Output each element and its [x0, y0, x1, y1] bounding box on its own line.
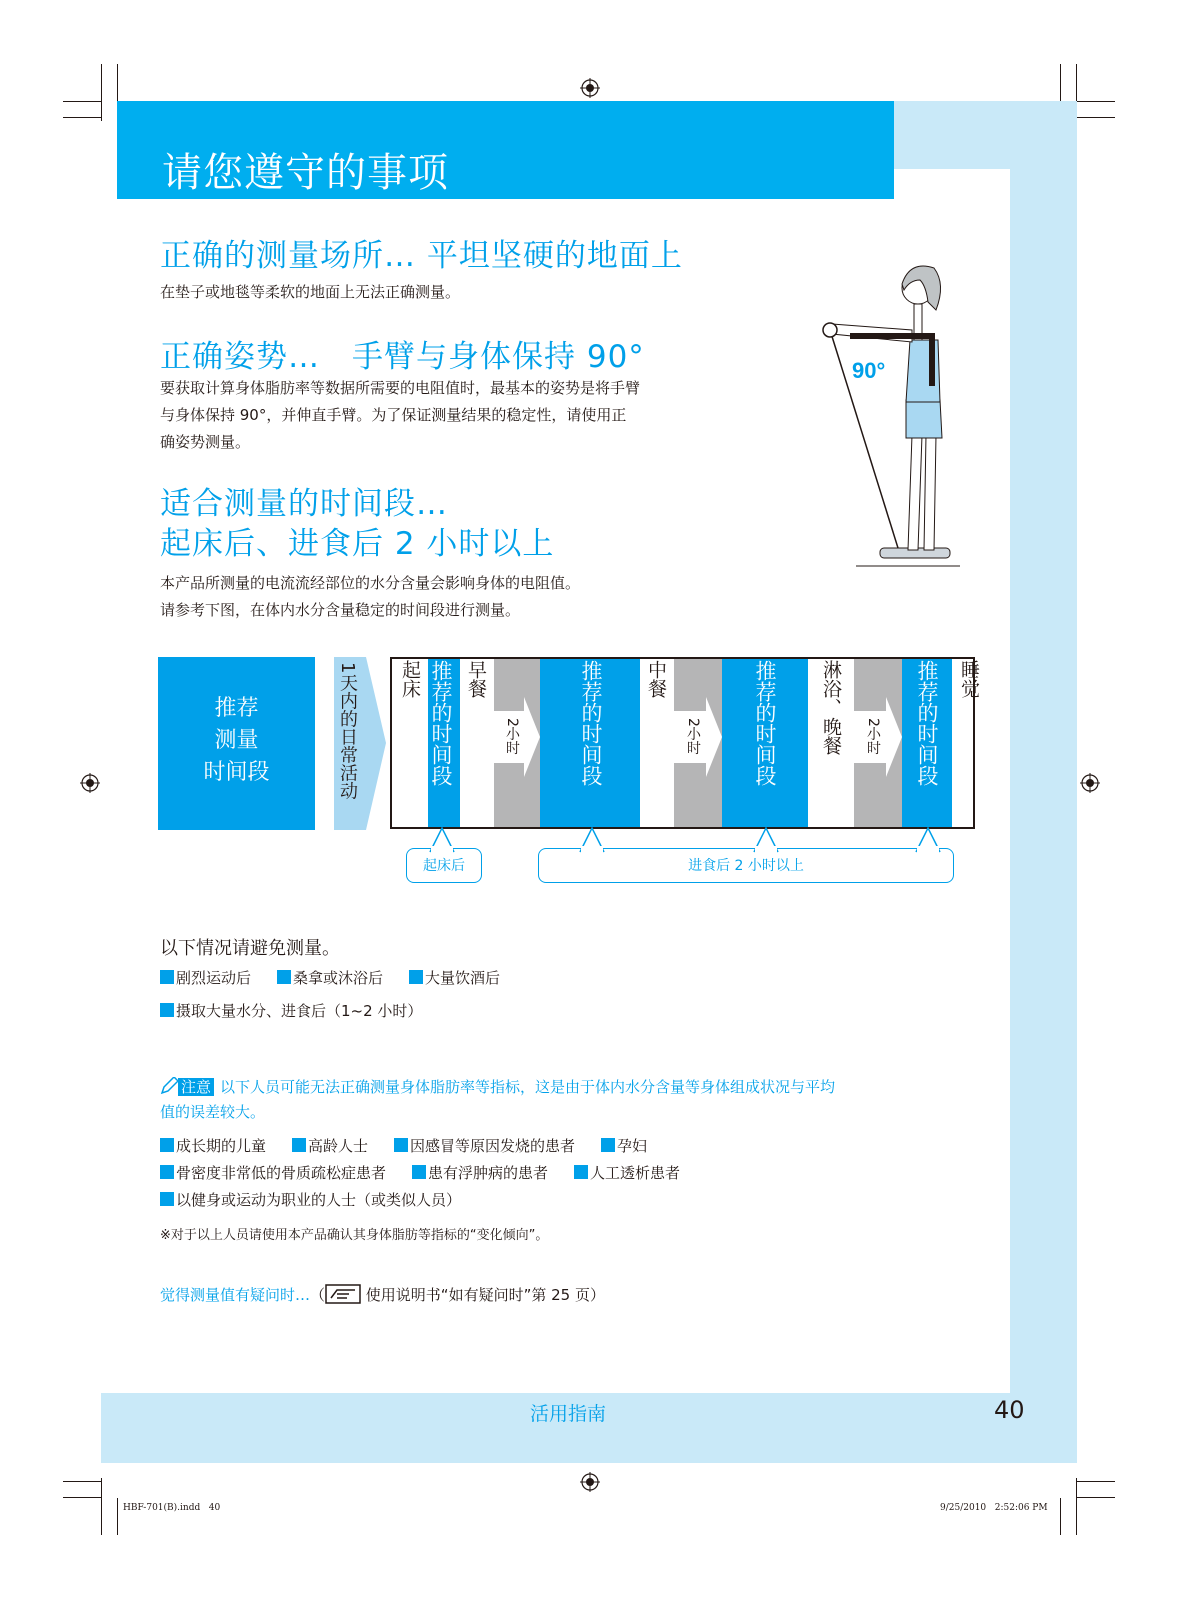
- note-block: 注意 以下人员可能无法正确测量身体脂肪率等指标，这是由于体内水分含量等身体组成状况与平均 值的误差较大。: [160, 1078, 836, 1121]
- activity-wake: 起床: [399, 660, 421, 698]
- bracket-meal: 进食后 2 小时以上: [538, 848, 954, 883]
- recommended-label: 推荐的时间段: [429, 660, 453, 786]
- posture-illustration: [810, 250, 970, 570]
- activity-sleep: 睡觉: [958, 660, 980, 698]
- note-list: 成长期的儿童 高龄人士 因感冒等原因发烧的患者 孕妇: [160, 1133, 673, 1160]
- angle-label: 90°: [852, 358, 886, 383]
- crop-mark: [1077, 101, 1115, 102]
- avoid-list: 剧烈运动后 桑拿或沐浴后 大量饮酒后: [160, 965, 526, 992]
- crop-mark: [1077, 117, 1115, 118]
- crop-mark: [101, 64, 102, 121]
- recommended-label: 推荐的时间段: [915, 660, 939, 786]
- crop-mark: [63, 101, 101, 102]
- gap-label: 2小时: [685, 718, 701, 755]
- page-number: 40: [994, 1396, 1025, 1424]
- crop-mark: [63, 1481, 101, 1482]
- section-heading: 适合测量的时间段… 起床后、进食后 2 小时以上: [160, 486, 555, 562]
- crop-mark: [117, 64, 118, 101]
- page-header: [117, 101, 894, 199]
- crop-mark: [1077, 1481, 1115, 1482]
- section-heading: 正确姿势… 手臂与身体保持 90°: [160, 339, 645, 375]
- section-body: 本产品所测量的电流流经部位的水分含量会影响身体的电阻值。 请参考下图，在体内水分含量稳定的时间段进行测量。: [160, 574, 581, 619]
- crop-mark: [1077, 1497, 1115, 1498]
- section-body: 在垫子或地毯等柔软的地面上无法正确测量。: [160, 283, 461, 301]
- registration-mark-icon: [580, 1472, 600, 1492]
- timeline-legend: 推荐 测量 时间段: [158, 657, 315, 830]
- crop-mark: [1060, 1498, 1061, 1535]
- note-footnote: ※对于以上人员请使用本产品确认其身体脂肪等指标的“变化倾向”。: [160, 1228, 549, 1243]
- reference-line: 觉得测量值有疑问时…（ 使用说明书“如有疑问时”第 25 页）: [160, 1286, 605, 1304]
- activity-lunch: 中餐: [645, 660, 667, 698]
- registration-mark-icon: [1080, 773, 1100, 793]
- section-heading: 正确的测量场所… 平坦坚硬的地面上: [160, 238, 683, 274]
- footer-section: 活用指南: [530, 1403, 607, 1425]
- bracket-wake: 起床后: [406, 848, 482, 883]
- note-tag: 注意: [178, 1078, 214, 1096]
- slug-right: 9/25/2010 2:52:06 PM: [940, 1503, 1048, 1513]
- bracket-cover: [400, 843, 960, 855]
- avoid-list: 摄取大量水分、进食后（1~2 小时）: [160, 998, 448, 1025]
- daily-activity-label: 1天内的日常活动: [337, 662, 358, 800]
- side-band: [1010, 101, 1077, 1463]
- activity-bath-dinner: 淋浴、晚餐: [820, 660, 842, 755]
- slug-left: HBF-701(B).indd 40: [123, 1503, 221, 1513]
- crop-mark: [101, 1478, 102, 1535]
- crop-mark: [1076, 1478, 1077, 1535]
- pointing-hand-icon: [325, 1284, 361, 1304]
- gap-label: 2小时: [865, 718, 881, 755]
- page-title: 请您遵守的事项: [162, 150, 449, 196]
- registration-mark-icon: [80, 773, 100, 793]
- gap-label: 2小时: [504, 718, 520, 755]
- pencil-icon: [160, 1077, 178, 1095]
- note-list: 以健身或运动为职业的人士（或类似人员）: [160, 1187, 487, 1214]
- note-list: 骨密度非常低的骨质疏松症患者 患有浮肿病的患者 人工透析患者: [160, 1160, 706, 1187]
- crop-mark: [117, 1498, 118, 1535]
- activity-breakfast: 早餐: [465, 660, 487, 698]
- crop-mark: [63, 117, 101, 118]
- crop-mark: [63, 1497, 101, 1498]
- crop-mark: [1060, 64, 1061, 101]
- registration-mark-icon: [580, 78, 600, 98]
- avoid-intro: 以下情况请避免测量。: [160, 938, 340, 959]
- section-body: 要获取计算身体脂肪率等数据所需要的电阻值时，最基本的姿势是将手臂 与身体保持 90°，并伸直手臂。为了保证测量结果的稳定性，请使用正 确姿势测量。: [160, 379, 641, 451]
- recommended-label: 推荐的时间段: [579, 660, 603, 786]
- recommended-label: 推荐的时间段: [753, 660, 777, 786]
